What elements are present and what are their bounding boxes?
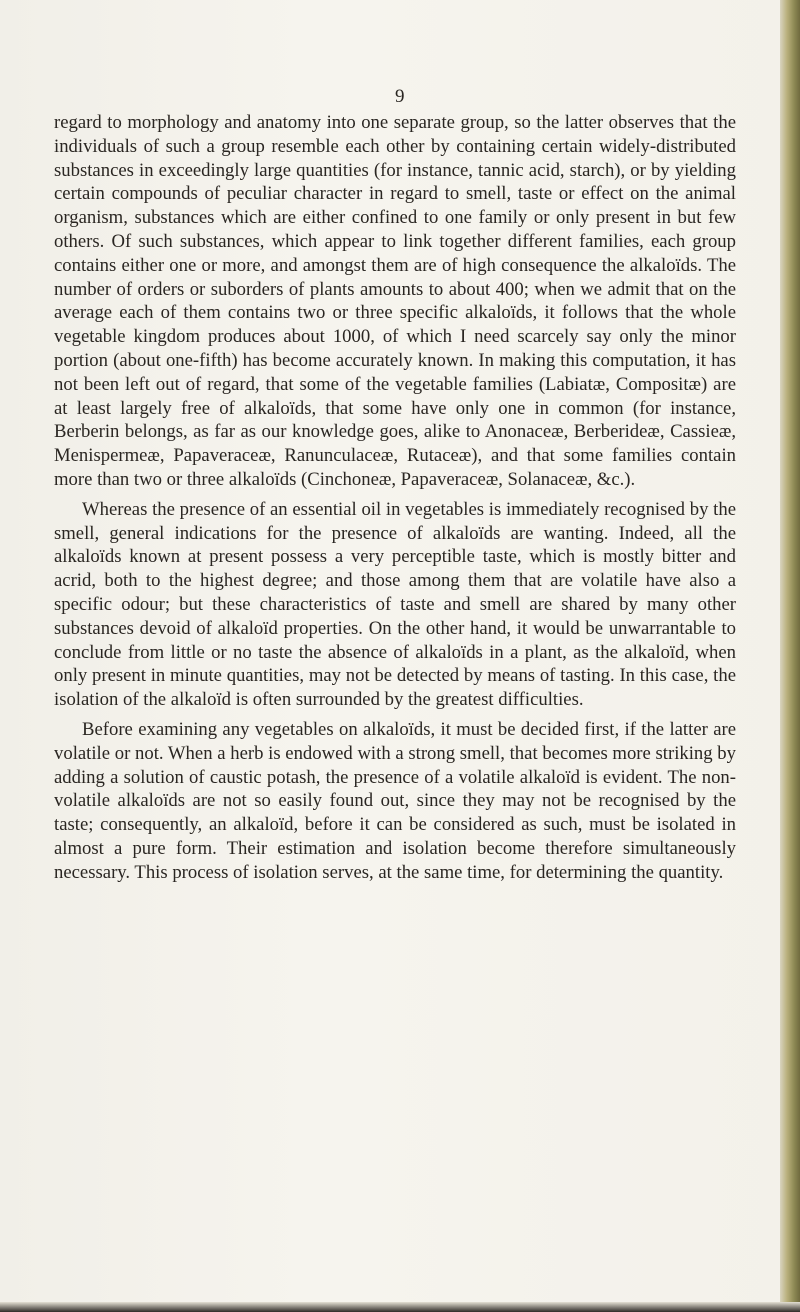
paragraph-2: Whereas the presence of an essential oil in vegetables is immediately recognised by the smell, general indications for the presence of alkaloïds are wanting. Indeed, all the alkaloïds known at present possess a very perceptible taste, which is mostly bitter and acrid, both to the highest degree; and those among them that are volatile have also a specific odour; but these characteristics of taste and smell are shared by many other substances devoid of alkaloïd properties. On the other hand, it would be unwarrantable to conclude from little or no taste the absence of alkaloïds in a plant, as the alkaloïd, when only present in minute quantities, may not be detected by means of tasting. In this case, the isolation of the alkaloïd is often surrounded by the greatest difficulties.: [54, 498, 736, 711]
paragraph-3: Before examining any vegetables on alkaloïds, it must be decided first, if the latter are volatile or not. When a herb is endowed with a strong smell, that becomes more striking by adding a solution of caustic potash, the presence of a volatile alkaloïd is evident. The non-volatile alkaloïds are not so easily found out, since they may not be recognised by the taste; consequently, an alkaloïd, before it can be considered as such, must be isolated in almost a pure form. Their estimation and isolation become therefore simultaneously necessary. This process of isolation serves, at the same time, for determining the quantity.: [54, 718, 736, 883]
body-text: [54, 111, 736, 885]
paragraph-1: regard to morphology and anatomy into one separate group, so the latter observes that the individuals of such a group resemble each other by containing certain widely-distributed substances in exceedingly large quantities (for instance, tannic acid, starch), or by yielding certain compounds of peculiar character in regard to smell, taste or effect on the animal organism, substances which are either confined to one family or only present in but few others. Of such substances, which appear to link together different families, each group contains either one or more, and amongst them are of high consequence the alkaloïds. The number of orders or suborders of plants amounts to about 400; when we admit that on the average each of them contains two or three specific alkaloïds, it follows that the whole vegetable kingdom produces about 1000, of which I need scarcely say only the minor portion (about one-fifth) has become accurately known. In making this computation, it has not been left out of regard, that some of the vegetable families (Labiatæ, Compositæ) are at least largely free of alkaloïds, that some have only one in common (for instance, Berberin belongs, as far as our knowledge goes, alike to Anonaceæ, Berberideæ, Cassieæ, Menispermeæ, Papaveraceæ, Ranunculaceæ, Rutaceæ), and that some families contain more than two or three alkaloïds (Cinchoneæ, Papaveraceæ, Solanaceæ, &c.).: [54, 112, 736, 490]
page-edge-shadow: [780, 0, 800, 1312]
page-number: 9: [395, 86, 405, 107]
page-bottom-edge: [0, 1302, 800, 1312]
